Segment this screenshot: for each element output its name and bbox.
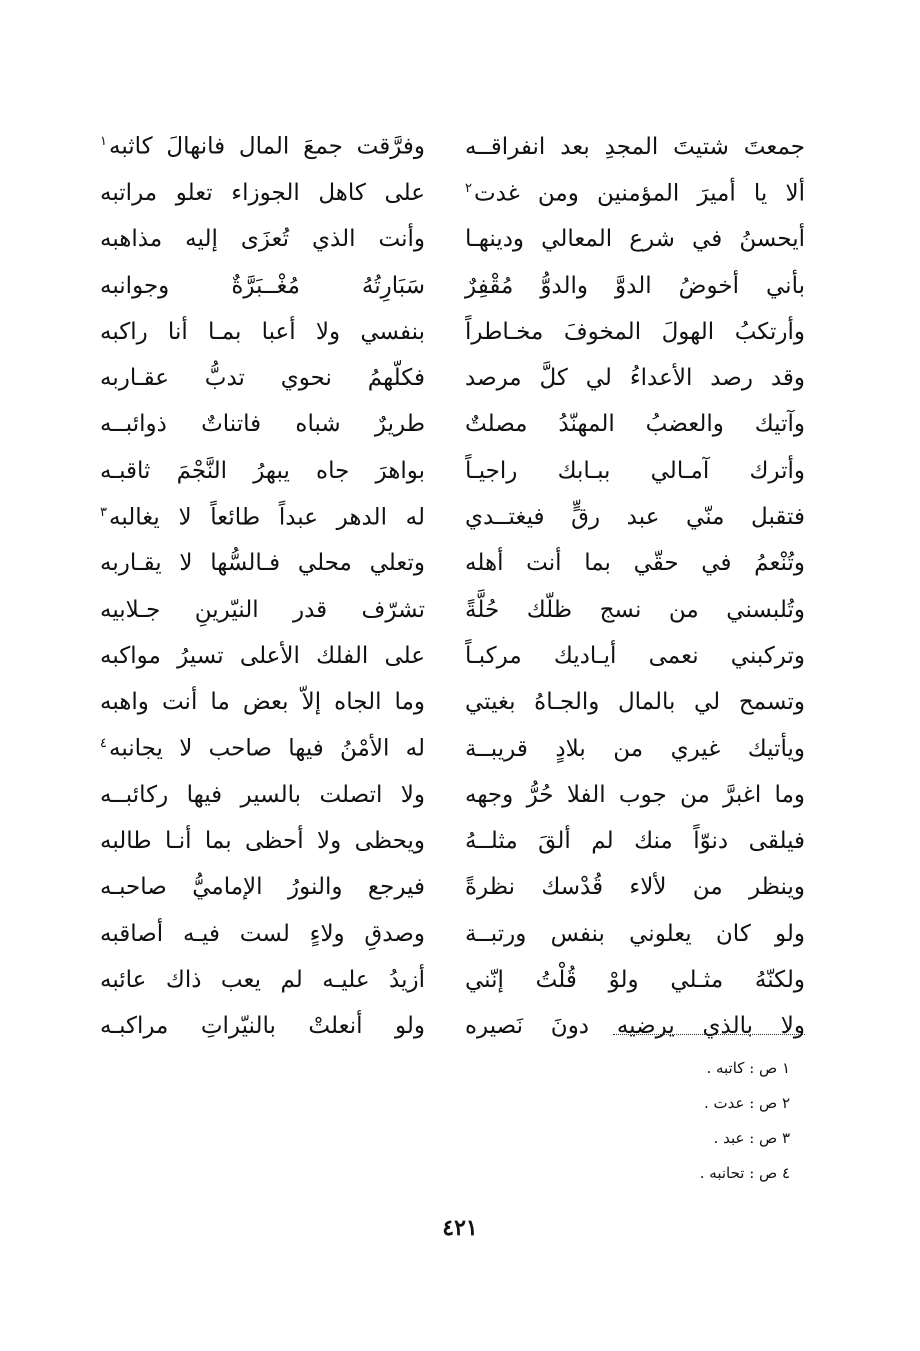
footnote-item: ١ ص : كاتبه . (706, 1059, 790, 1077)
hemistich-text: ولا اتصلت بالسير فيها ركائبــه (100, 781, 425, 808)
hemistich-text: وتعلي محلي فـالسُّها لا يقـاربه (100, 550, 425, 577)
hemistich-text: أزيدُ عليـه لم يعب ذاك عائبه (100, 966, 425, 993)
hemistich-text: فيرجع والنورُ الإماميُّ صاحبـه (100, 874, 425, 901)
hemistich-text: وينظر من لألاء قُدْسك نظرةً (465, 874, 805, 901)
hemistich-text: فيلقى دنوّاً منك لم ألقَ مثلــهُ (465, 828, 805, 855)
hemistich-second (100, 367, 425, 390)
hemistich-text: وأترك آمـالي ببـابك راجيـاً (465, 457, 805, 484)
hemistich-first (465, 182, 805, 206)
hemistich-text: ألا يا أميرَ المؤمنين ومن غدت (473, 180, 805, 207)
page-number: ٤٢١ (442, 1215, 478, 1241)
hemistich-second (100, 781, 425, 808)
poem-couplet (100, 402, 805, 448)
footnotes (590, 1058, 790, 1198)
hemistich-text: بواهرَ جاه يبهرُ النَّجْمَ ثاقبـه (100, 457, 425, 484)
hemistich-first (465, 228, 805, 251)
hemistich-first (465, 830, 805, 853)
hemistich-text: بنفسي ولا أعبا بمـا أنا راكبه (100, 318, 425, 345)
hemistich-text: وتُنْعمُ في حقّي بما أنت أهله (465, 550, 805, 577)
hemistich-first (465, 318, 805, 345)
hemistich-text: وأرتكبُ الهولَ المخوفَ مخـاطراً (465, 318, 805, 345)
hemistich-second (100, 413, 425, 436)
hemistich-text: ولو كان يعلوني بنفس ورتبــة (465, 920, 805, 947)
hemistich-second (100, 966, 425, 993)
poem-couplet (100, 772, 805, 818)
footnote-marker: ١ (100, 134, 107, 150)
hemistich-first (465, 966, 805, 993)
footnote-marker: ٢ (465, 180, 472, 196)
hemistich-text: طريرٌ شباه فاتناتٌ ذوائبــه (100, 411, 425, 438)
poem-couplet (100, 355, 805, 401)
hemistich-text: وقد رصد الأعداءُ لي كلَّ مرصد (465, 365, 805, 392)
hemistich-second (100, 179, 425, 206)
hemistich-text: وتركبني نعمى أيـاديك مركبـاً (465, 642, 805, 669)
poem-couplet (100, 170, 805, 216)
hemistich-text: فتقبل منّي عبد رقٍّ فيغتــدي (465, 504, 805, 531)
hemistich-second (100, 318, 425, 345)
footnote-item: ٢ ص : عدت . (703, 1094, 790, 1112)
poem-couplet (100, 911, 805, 957)
hemistich-first (465, 272, 805, 299)
hemistich-text: تشرّف قدر النيّرينِ جـلابيه (100, 596, 425, 623)
hemistich-text: وتسمح لي بالمال والجـاهُ بغيتي (465, 689, 805, 716)
hemistich-first (465, 691, 805, 714)
hemistich-first (465, 920, 805, 947)
hemistich-text: وما الجاه إلاّ بعض ما أنت واهبه (100, 689, 425, 716)
hemistich-second (100, 272, 425, 299)
poem-couplet (100, 865, 805, 911)
hemistich-text: وفرَّقت جمعَ المال فانهالَ كاثبه (108, 133, 425, 160)
hemistich-text: على الفلك الأعلى تسيرُ مواكبه (100, 642, 425, 669)
hemistich-first (465, 876, 805, 899)
hemistich-second (100, 596, 425, 623)
hemistich-text: ويحظى ولا أحظى بما أنـا طالبه (100, 828, 425, 855)
hemistich-text: ولو أنعلتْ بالنيّراتِ مراكبـه (100, 1013, 425, 1040)
hemistich-second (100, 642, 425, 669)
hemistich-second (100, 228, 425, 251)
hemistich-text: وتُلبسني من نسج ظلّك حُلَّةً (465, 596, 805, 623)
hemistich-text: على كاهل الجوزاء تعلو مراتبه (100, 179, 425, 206)
hemistich-text: له الدهر عبداً طائعاً لا يغالبه (108, 504, 425, 531)
poem-couplet (100, 124, 805, 170)
poem-couplet (100, 309, 805, 355)
footnote-item: ٣ ص : عبد . (713, 1129, 790, 1147)
hemistich-text: ولا بالذي يرضيه دونَ نَصيره (465, 1013, 805, 1040)
hemistich-text: وصدقِ ولاءٍ لست فيـه أصاقبه (100, 920, 425, 947)
hemistich-text: له الأمْنُ فيها صاحب لا يجانبه (108, 735, 425, 762)
hemistich-text: فكلّهمُ نحوي تدبُّ عقـاربه (100, 365, 425, 392)
poem-couplet (100, 263, 805, 309)
hemistich-text: ويأتيك غيري من بلادٍ قريبــة (465, 735, 805, 762)
hemistich-second (100, 552, 425, 575)
poem-couplet (100, 217, 805, 263)
hemistich-text: وآتيك والعضبُ المهنّدُ مصلتٌ (465, 411, 805, 438)
hemistich-first (465, 367, 805, 390)
footnote-marker: ٤ (100, 736, 107, 752)
hemistich-first (465, 642, 805, 669)
poem-couplet (100, 494, 805, 540)
hemistich-second (100, 135, 425, 159)
hemistich-first (465, 552, 805, 575)
poem-couplet (100, 726, 805, 772)
hemistich-first (465, 413, 805, 436)
footnote-item: ٤ ص : تحانبه . (699, 1164, 790, 1182)
hemistich-text: ولكنّهُ مثـلي ولوْ قُلْتُ إنّني (465, 966, 805, 993)
poem-couplet (100, 541, 805, 587)
hemistich-first (465, 596, 805, 623)
poem-couplet (100, 680, 805, 726)
footnote-marker: ٣ (100, 504, 107, 520)
hemistich-first (465, 133, 805, 160)
poem-couplet (100, 1004, 805, 1050)
footnote-separator (613, 1034, 805, 1035)
hemistich-first (465, 781, 805, 808)
hemistich-text: وما اغبرَّ من جوب الفلا حُرُّ وجهه (465, 781, 805, 808)
hemistich-text: وأنت الذي تُعزَى إليه مذاهبه (100, 226, 425, 253)
hemistich-second (100, 691, 425, 714)
hemistich-text: أيحسنُ في شرع المعالي ودينهـا (465, 226, 805, 253)
hemistich-second (100, 876, 425, 899)
poem-couplet (100, 448, 805, 494)
hemistich-second (100, 920, 425, 947)
poem-couplet (100, 957, 805, 1003)
hemistich-second (100, 506, 425, 530)
hemistich-second (100, 457, 425, 484)
hemistich-text: جمعتَ شتيتَ المجدِ بعد انفراقــه (465, 133, 805, 160)
poem-couplet (100, 587, 805, 633)
hemistich-first (465, 735, 805, 762)
hemistich-second (100, 1015, 425, 1038)
hemistich-first (465, 457, 805, 484)
hemistich-text: بأني أخوضُ الدوَّ والدوُّ مُقْفِرٌ (465, 272, 805, 299)
poem-body (100, 124, 805, 1050)
hemistich-first (465, 506, 805, 529)
hemistich-second (100, 830, 425, 853)
hemistich-second (100, 737, 425, 761)
poem-couplet (100, 818, 805, 864)
poem-couplet (100, 633, 805, 679)
hemistich-text: سَبَارِتُهُ مُغْــبَرَّةٌ وجوانبه (100, 272, 425, 299)
